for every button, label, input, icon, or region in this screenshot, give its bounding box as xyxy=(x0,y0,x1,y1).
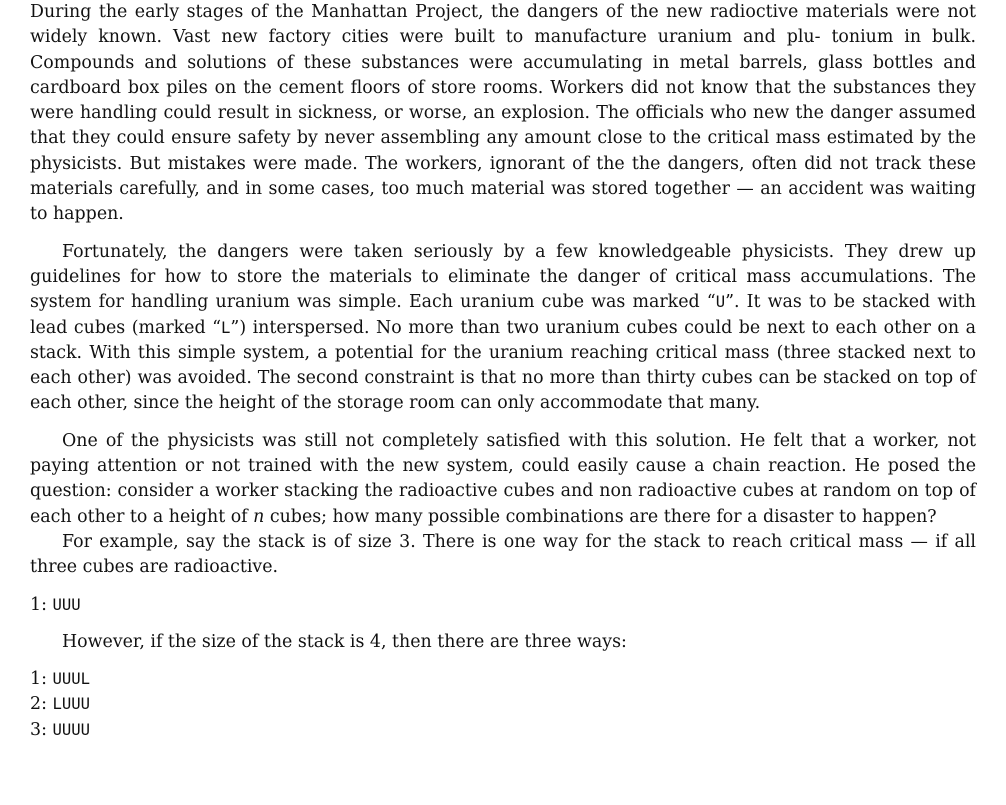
stack-sequence: UUUU xyxy=(52,720,91,739)
guidelines-text-2: ”. It was to be stacked with lead cubes (marked “ xyxy=(30,292,976,338)
paragraph-question xyxy=(30,429,976,530)
question-text-2: cubes; how many possible combinations are there for a disaster to happen? xyxy=(264,506,937,527)
line-number: 2: xyxy=(30,694,47,715)
paragraph-example-size-3: For example, say the stack is of size 3. There is one way for the stack to reach critical mass — if all three cubes are radioactive. xyxy=(30,531,976,578)
listing-line xyxy=(30,593,976,618)
listing-line xyxy=(30,718,976,743)
listing-line xyxy=(30,667,976,692)
paragraph-intro: During the early stages of the Manhattan Project, the dangers of the new radioctive materials were not widely known. Vast new factory cities were built to manufacture uranium and plu- tonium in bulk. Compounds and solutions of these substances were accumulating in metal barrels, glass bottles and cardboard box piles on the cement floors of store rooms. Workers did not know that the substances they were handling could result in sickness, or worse, an explosion. The officials who new the danger assumed that they could ensure safety by never assembling any amount close to the critical mass estimated by the physicists. But mistakes were made. The workers, ignorant of the the dangers, often did not track these materials carefully, and in some cases, too much material was stored together — an accident was waiting to happen. xyxy=(30,2,976,225)
listing-line xyxy=(30,692,976,717)
example-listing-size-4 xyxy=(30,667,976,743)
line-number: 1: xyxy=(30,594,47,615)
guidelines-text-3: ”) interspersed. No more than two uranium cubes could be next to each other on a stack. With this simple system, a potential for the uranium reaching critical mass (three stacked next to each other) was avoided. The second constraint is that no more than thirty cubes can be stacked on top of each other, since the height of the storage room can only accommodate that many. xyxy=(30,317,976,414)
stack-sequence: LUUU xyxy=(52,695,91,714)
paragraph-example-size-4: However, if the size of the stack is 4, then there are three ways: xyxy=(62,631,627,652)
question-text-1: One of the physicists was still not completely satisfied with this solution. He felt that a worker, not paying attention or not trained with the new system, could easily cause a chain reaction. He posed the question: consider a worker stacking the radioactive cubes and non radioactive cubes at random on top of each other to a height of xyxy=(30,430,976,527)
line-number: 3: xyxy=(30,719,47,740)
stack-sequence: UUU xyxy=(52,595,81,614)
line-number: 1: xyxy=(30,669,47,690)
paragraph-guidelines xyxy=(30,240,976,417)
guidelines-text-1: Fortunately, the dangers were taken seriously by a few knowledgeable physicists. They drew up guidelines for how to store the materials to eliminate the danger of critical mass accumulations. The system for handling uranium was simple. Each uranium cube was marked “ xyxy=(30,241,976,313)
variable-n: n xyxy=(253,506,265,527)
example-listing-size-3 xyxy=(30,593,976,618)
lead-marker: L xyxy=(221,318,231,337)
uranium-marker: U xyxy=(715,293,726,312)
stack-sequence: UUUL xyxy=(52,670,91,689)
